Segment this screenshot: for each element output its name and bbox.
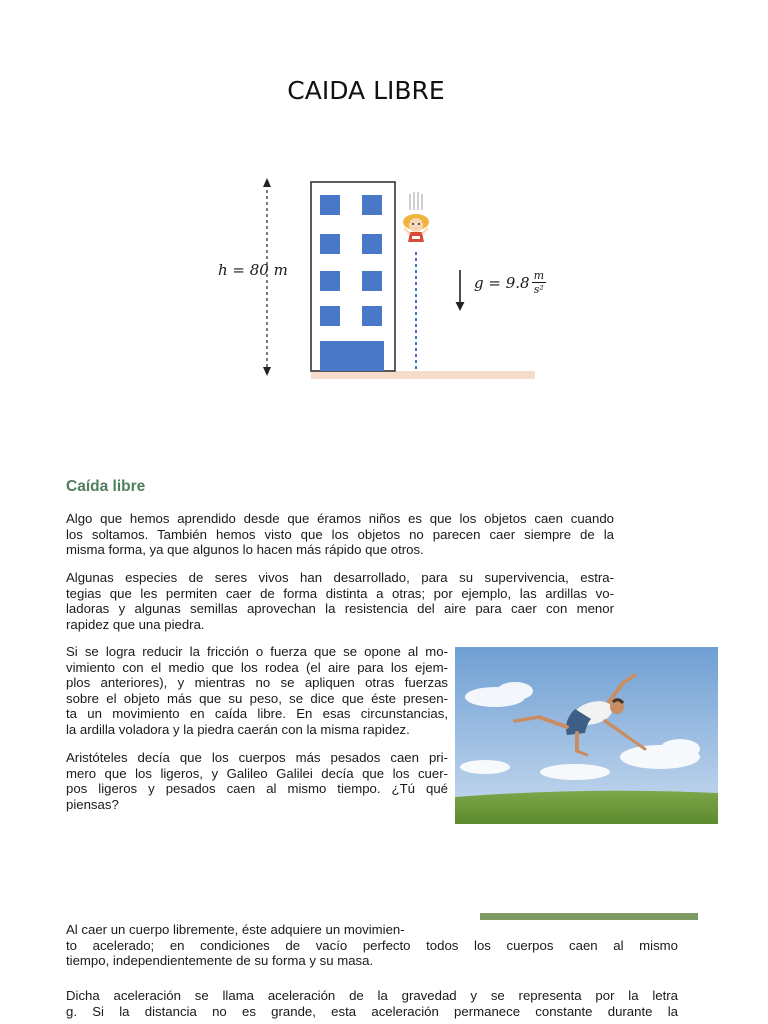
section-heading: Caída libre xyxy=(66,478,146,495)
gravity-unit-numerator: m xyxy=(533,269,544,282)
window xyxy=(362,271,382,291)
paragraph-line: rapidez que una piedra. xyxy=(66,616,205,632)
paragraph-line: Aristóteles decía que los cuerpos más pesados caen pri- xyxy=(66,750,448,765)
window xyxy=(320,195,340,215)
paragraph-line: mero que los ligeros, y Galileo Galilei decía que los cuer- xyxy=(66,765,448,781)
paragraph-line: la ardilla voladora y la piedra caerán con la misma rapidez. xyxy=(66,721,410,737)
grass xyxy=(455,791,718,824)
gravity-arrow xyxy=(456,270,465,311)
paragraph-line: piensas? xyxy=(66,796,119,812)
gravity-unit xyxy=(532,270,546,296)
window xyxy=(362,195,382,215)
paragraph-line: to acelerado; en condiciones de vacío perfecto todos los cuerpos caen al mismo xyxy=(66,937,678,953)
paragraph-line: tiempo, independientemente de su forma y su masa. xyxy=(66,953,374,969)
window xyxy=(362,234,382,254)
building xyxy=(311,182,395,371)
paragraph-line: Al caer un cuerpo libremente, éste adquiere un movimien- xyxy=(66,922,405,937)
paragraph-4 xyxy=(66,750,448,812)
paragraph-line: misma forma, ya que algunos lo hacen más rápido que otros. xyxy=(66,542,424,558)
paragraph-6 xyxy=(66,988,678,1019)
paragraph-line: los soltamos. También hemos visto que los objetos no parecen caer siempre de la xyxy=(66,526,614,542)
gravity-value: g = 9.8 xyxy=(474,274,530,292)
paragraph-1 xyxy=(66,511,614,558)
photo-strip xyxy=(480,913,698,920)
paragraph-line: g. Si la distancia no es grande, esta aceleración permanece constante durante la xyxy=(66,1003,678,1019)
paragraph-line: ta un movimiento en caída libre. En esas circunstancias, xyxy=(66,706,448,722)
window xyxy=(320,234,340,254)
paragraph-line: Algunas especies de seres vivos han desarrollado, para su supervivencia, estra- xyxy=(66,570,614,585)
paragraph-5 xyxy=(66,922,678,969)
gravity-unit-denominator: s² xyxy=(533,283,544,296)
paragraph-line: vimiento con el medio que los rodea (el aire para los ejem- xyxy=(66,659,448,675)
paragraph-line: sobre el objeto más que su peso, se dice que éste presen- xyxy=(66,690,448,706)
paragraph-line: Algo que hemos aprendido desde que éramos niños es que los objetos caen cuando xyxy=(66,511,614,526)
paragraph-line: pos ligeros y pesados caen al mismo tiempo. ¿Tú qué xyxy=(66,781,448,797)
window xyxy=(320,271,340,291)
paragraph-2 xyxy=(66,570,614,632)
paragraph-line: Si se logra reducir la fricción o fuerza que se opone al mo- xyxy=(66,644,448,659)
door xyxy=(320,341,384,371)
paragraph-line: ladoras y algunas semillas aprovechan la resistencia del aire para caer con menor xyxy=(66,601,614,617)
page-title: CAIDA LIBRE xyxy=(287,76,445,105)
paragraph-line: Dicha aceleración se llama aceleración de la gravedad y se representa por la letra xyxy=(66,988,678,1003)
paragraph-3 xyxy=(66,644,448,738)
paragraph-line: plos anteriores), y mientras no se apliquen otras fuerzas xyxy=(66,675,448,691)
falling-girl-icon xyxy=(403,192,429,242)
jumping-man-photo xyxy=(455,647,718,824)
ground xyxy=(311,371,535,379)
window xyxy=(320,306,340,326)
paragraph-line: tegias que les permiten caer de forma distinta a otras; por ejemplo, las ardillas vo- xyxy=(66,585,614,601)
height-label: h = 80 m xyxy=(218,261,288,279)
window xyxy=(362,306,382,326)
photo-svg xyxy=(455,647,718,824)
gravity-label xyxy=(474,270,546,296)
